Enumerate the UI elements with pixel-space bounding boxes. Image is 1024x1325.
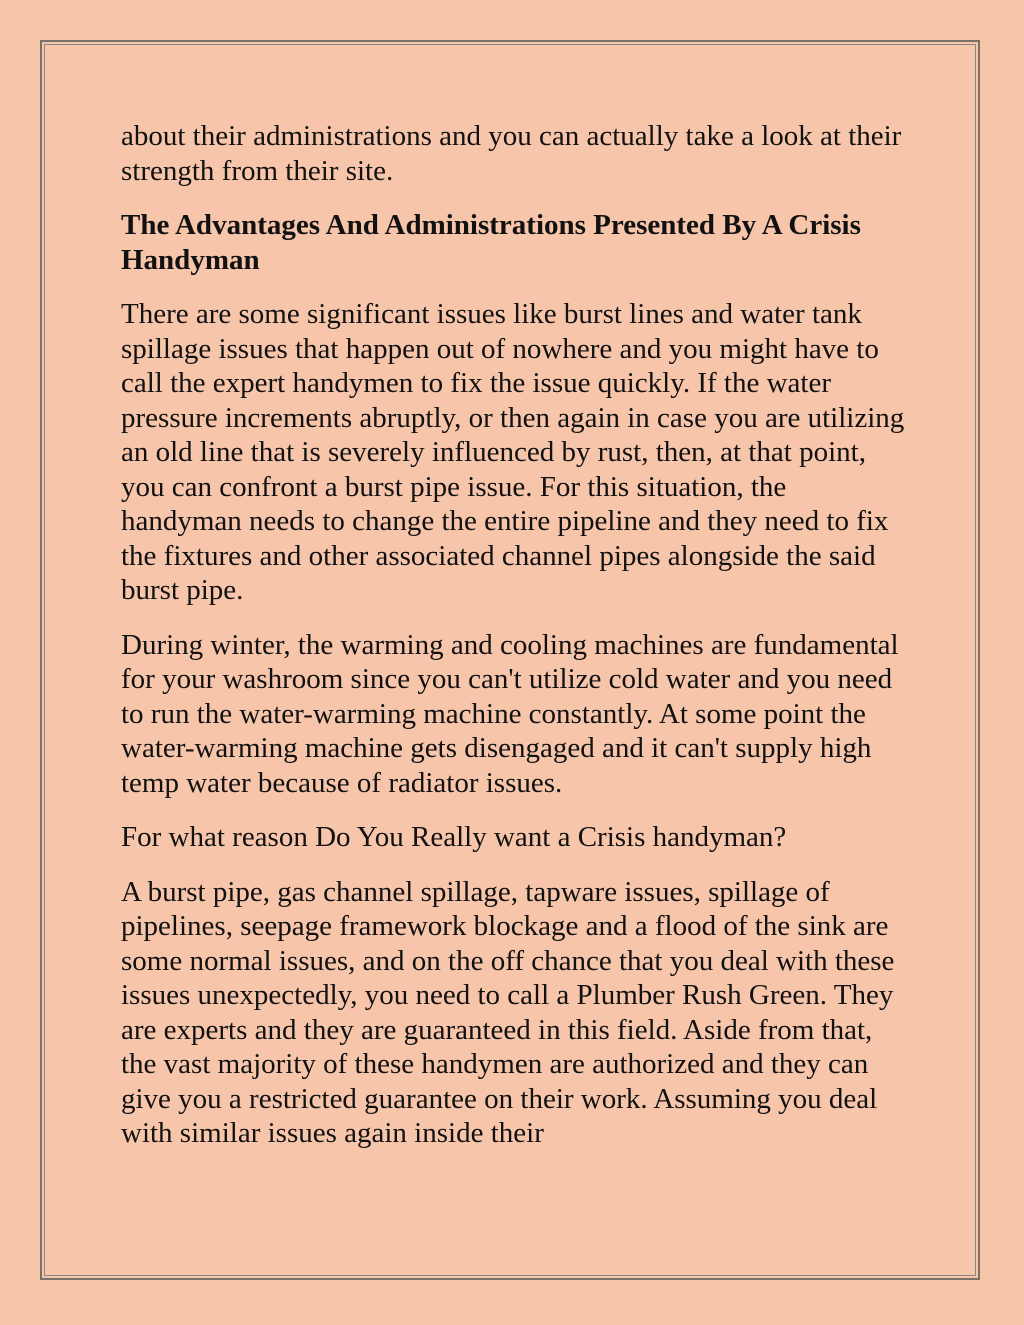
intro-continuation-paragraph: about their administrations and you can actually take a look at their strength from their site. xyxy=(121,120,902,187)
winter-paragraph: During winter, the warming and cooling machines are fundamental for your washroom since you can't utilize cold water and you need to run the water-warming machine constantly. At some point the water-warming machine gets disengaged and it can't supply high temp water because of radiator issues. xyxy=(121,628,899,799)
question-subheading: For what reason Do You Really want a Crisis handyman? xyxy=(121,821,787,853)
common-issues-paragraph: A burst pipe, gas channel spillage, tapware issues, spillage of pipelines, seepage framework blockage and a flood of the sink are some normal issues, and on the off chance that you deal with these issues unexpectedly, you need to call a Plumber Rush Green. They are experts and they are guaranteed in this field. Aside from that, the vast majority of these handymen are authorized and they can give you a restricted guarantee on their work. Assuming you deal with similar issues again inside their xyxy=(121,875,895,1149)
document-body xyxy=(121,119,911,1171)
section-heading: The Advantages And Administrations Presented By A Crisis Handyman xyxy=(121,209,861,276)
burst-pipe-paragraph: There are some significant issues like burst lines and water tank spillage issues that happen out of nowhere and you might have to call the expert handymen to fix the issue quickly. If the water pressure increments abruptly, or then again in case you are utilizing an old line that is severely influenced by rust, then, at that point, you can confront a burst pipe issue. For this situation, the handyman needs to change the entire pipeline and they need to fix the fixtures and other associated channel pipes alongside the said burst pipe. xyxy=(121,298,905,606)
